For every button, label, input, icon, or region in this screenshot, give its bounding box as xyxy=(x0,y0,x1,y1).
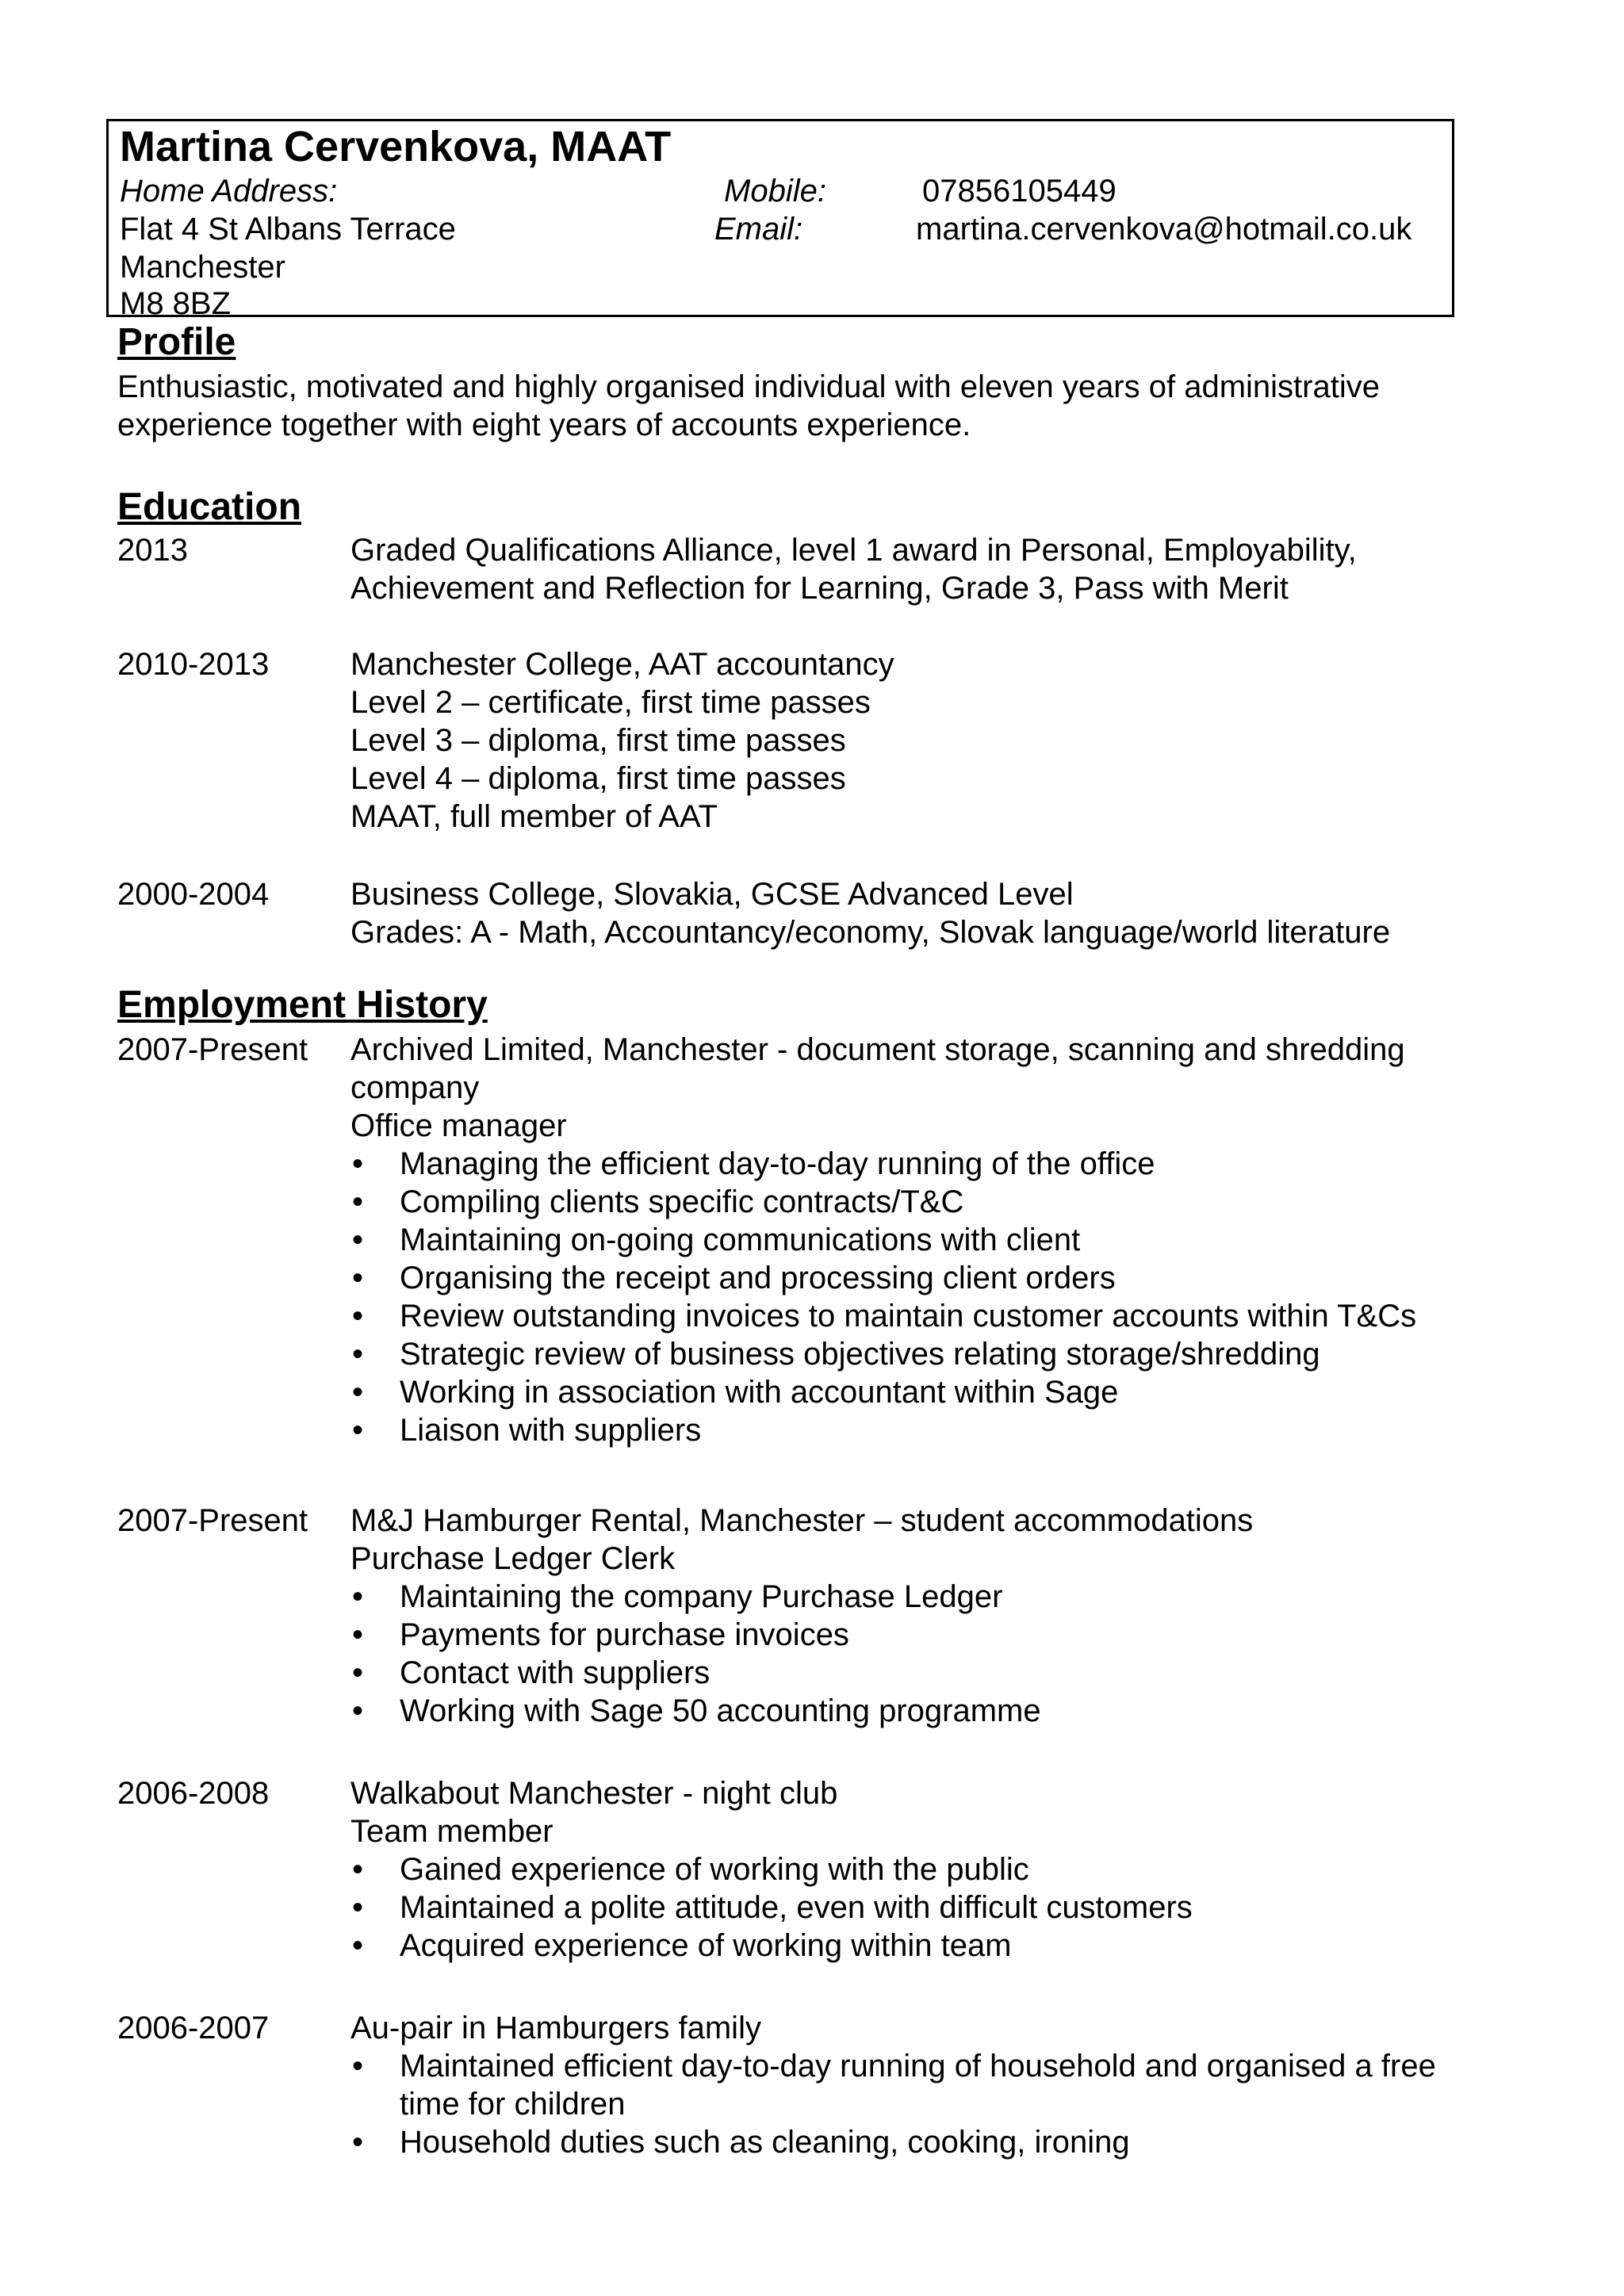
list-item: • Gained experience of working with the public xyxy=(352,1852,1029,1887)
home-address-label: Home Address: xyxy=(120,174,338,209)
list-item: • Household duties such as cleaning, cooking, ironing xyxy=(352,2125,1130,2160)
list-item: • Strategic review of business objectives relating storage/shredding xyxy=(352,1337,1320,1372)
list-item: • Payments for purchase invoices xyxy=(352,1617,849,1652)
job-title: Team member xyxy=(350,1814,553,1849)
entry-line: Grades: A - Math, Accountancy/economy, Slovak language/world literature xyxy=(350,915,1391,950)
address-line-2: Manchester xyxy=(120,250,285,285)
duties-list xyxy=(350,1850,1492,1965)
education-heading: Education xyxy=(117,486,302,528)
bullet-icon: • xyxy=(352,1223,364,1257)
bullet-icon: • xyxy=(352,1928,364,1963)
entry-date: 2007-Present xyxy=(117,1032,308,1067)
bullet-icon: • xyxy=(352,1579,364,1614)
profile-line: Enthusiastic, motivated and highly organised individual with eleven years of administrative xyxy=(117,369,1380,404)
profile-heading: Profile xyxy=(117,321,236,363)
list-item: • Acquired experience of working within team xyxy=(352,1928,1012,1963)
bullet-icon: • xyxy=(352,1261,364,1295)
entry-date: 2006-2007 xyxy=(117,2011,270,2045)
bullet-icon: • xyxy=(352,1693,364,1728)
list-item: • Working in association with accountant within Sage xyxy=(352,1375,1119,1410)
mobile-label: Mobile: xyxy=(724,174,826,209)
entry-line: Level 3 – diploma, first time passes xyxy=(350,723,846,758)
list-item: • Managing the efficient day-to-day running of the office xyxy=(352,1146,1155,1181)
mobile-number: 07856105449 xyxy=(922,174,1116,209)
bullet-icon: • xyxy=(352,1375,364,1410)
entry-line: Au-pair in Hamburgers family xyxy=(350,2011,761,2045)
bullet-icon: • xyxy=(352,1184,364,1219)
email-address: martina.cervenkova@hotmail.co.uk xyxy=(916,212,1412,247)
entry-line: MAAT, full member of AAT xyxy=(350,799,718,834)
entry-date: 2000-2004 xyxy=(117,877,270,912)
entry-line: Level 2 – certificate, first time passes xyxy=(350,685,871,720)
duties-list xyxy=(350,1578,1492,1730)
list-item: • Contact with suppliers xyxy=(352,1655,710,1690)
entry-line: Business College, Slovakia, GCSE Advanced Level xyxy=(350,877,1074,912)
list-item: • Maintaining the company Purchase Ledger xyxy=(352,1579,1003,1614)
entry-date: 2010-2013 xyxy=(117,647,270,682)
address-line-1: Flat 4 St Albans Terrace xyxy=(120,212,456,247)
list-item: • Compiling clients specific contracts/T&C xyxy=(352,1184,964,1219)
bullet-icon: • xyxy=(352,1617,364,1652)
bullet-icon: • xyxy=(352,1852,364,1887)
duties-list xyxy=(350,2047,1492,2161)
job-title: Purchase Ledger Clerk xyxy=(350,1541,676,1576)
bullet-icon: • xyxy=(352,1337,364,1372)
entry-line: Archived Limited, Manchester - document storage, scanning and shredding xyxy=(350,1032,1405,1067)
job-title: Office manager xyxy=(350,1108,567,1143)
list-item: • Maintained efficient day-to-day running of household and organised a free time for children xyxy=(352,2049,1436,2122)
entry-date: 2007-Present xyxy=(117,1503,308,1538)
entry-date: 2006-2008 xyxy=(117,1776,270,1811)
list-item: • Maintaining on-going communications with client xyxy=(352,1223,1081,1257)
bullet-icon: • xyxy=(352,1413,364,1448)
profile-text xyxy=(117,368,1465,444)
entry-date: 2013 xyxy=(117,533,188,568)
entry-line: company xyxy=(350,1070,480,1105)
bullet-icon: • xyxy=(352,1146,364,1181)
list-item: • Maintained a polite attitude, even with difficult customers xyxy=(352,1890,1193,1925)
entry-line: Achievement and Reflection for Learning, Grade 3, Pass with Merit xyxy=(350,571,1289,606)
bullet-icon: • xyxy=(352,1890,364,1925)
list-item: • Liaison with suppliers xyxy=(352,1413,702,1448)
entry-line: M&J Hamburger Rental, Manchester – student accommodations xyxy=(350,1503,1254,1538)
address-line-3: M8 8BZ xyxy=(120,286,232,321)
list-item: • Review outstanding invoices to maintain customer accounts within T&Cs xyxy=(352,1299,1417,1334)
employment-heading: Employment History xyxy=(117,984,488,1026)
bullet-icon: • xyxy=(352,2049,364,2084)
contact-header-box xyxy=(106,119,1454,321)
entry-line: Manchester College, AAT accountancy xyxy=(350,647,894,682)
entry-line: Level 4 – diploma, first time passes xyxy=(350,761,846,796)
email-label: Email: xyxy=(714,212,803,247)
list-item: • Working with Sage 50 accounting programme xyxy=(352,1693,1041,1728)
profile-line: experience together with eight years of accounts experience. xyxy=(117,408,971,442)
bullet-icon: • xyxy=(352,1299,364,1334)
bullet-icon: • xyxy=(352,2125,364,2160)
entry-line: Walkabout Manchester - night club xyxy=(350,1776,838,1811)
entry-line: Graded Qualifications Alliance, level 1 award in Personal, Employability, xyxy=(350,533,1357,568)
list-item: • Organising the receipt and processing client orders xyxy=(352,1261,1116,1295)
bullet-icon: • xyxy=(352,1655,364,1690)
candidate-name: Martina Cervenkova, MAAT xyxy=(120,123,672,170)
duties-list xyxy=(350,1145,1492,1449)
